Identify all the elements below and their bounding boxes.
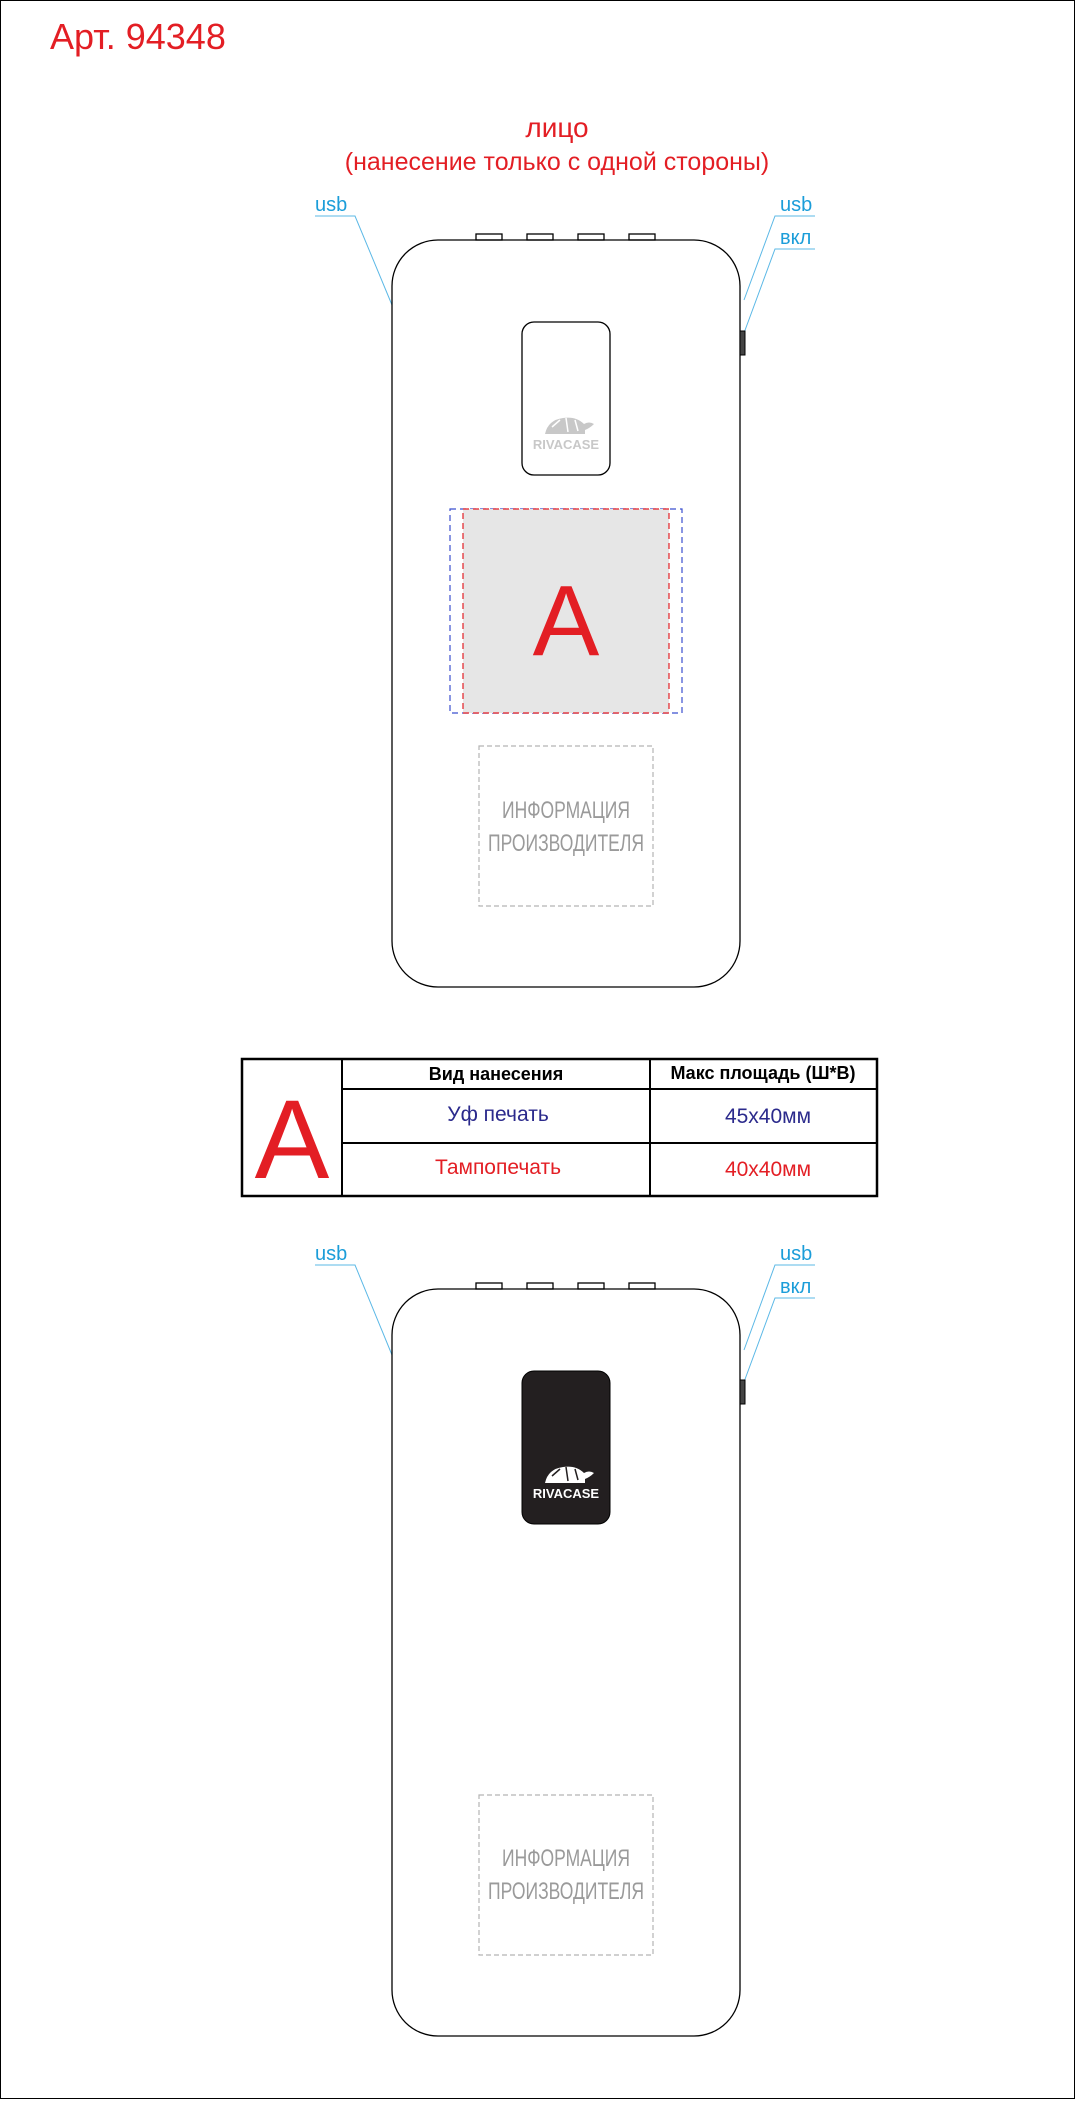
usb-leader-left bbox=[315, 216, 392, 305]
print-area-marker: A bbox=[532, 565, 600, 677]
device-back-view bbox=[315, 1243, 815, 2036]
logo-text: RIVACASE bbox=[532, 437, 600, 452]
top-port bbox=[629, 234, 655, 240]
face-subtitle: (нанесение только с одной стороны) bbox=[344, 148, 770, 176]
usb-label-left: usb bbox=[315, 194, 348, 216]
top-port bbox=[476, 234, 502, 240]
face-title: лицо bbox=[525, 112, 589, 143]
top-port bbox=[578, 234, 604, 240]
sheet-border bbox=[1, 1, 1075, 2099]
header-method: Вид нанесения bbox=[428, 1064, 564, 1084]
usb-label-right: usb bbox=[780, 194, 813, 216]
logo-text: RIVACASE bbox=[532, 1486, 600, 1501]
turtle-logo-icon bbox=[545, 418, 594, 434]
logo-window bbox=[522, 322, 610, 475]
article-number: Арт. 94348 bbox=[50, 16, 226, 57]
table-marker: A bbox=[254, 1077, 330, 1202]
power-button bbox=[740, 1380, 745, 1404]
power-leader bbox=[744, 249, 815, 333]
table-row-method: Тампопечать bbox=[434, 1156, 562, 1179]
table-row-size: 40x40мм bbox=[724, 1158, 812, 1181]
manufacturer-info-box bbox=[479, 1795, 653, 1955]
print-method-table bbox=[242, 1059, 877, 1202]
power-label: вкл bbox=[780, 1276, 812, 1298]
usb-leader-left bbox=[315, 1265, 392, 1355]
logo-window-dark bbox=[522, 1371, 610, 1524]
usb-label-right: usb bbox=[780, 1243, 813, 1265]
top-port bbox=[527, 1283, 553, 1289]
manufacturer-info-line2: ПРОИЗВОДИТЕЛЯ bbox=[488, 830, 644, 857]
usb-label-left: usb bbox=[315, 1243, 348, 1265]
table-row-method: Уф печать bbox=[447, 1103, 549, 1126]
table-row-size: 45x40мм bbox=[724, 1105, 812, 1128]
manufacturer-info-line1: ИНФОРМАЦИЯ bbox=[502, 1845, 630, 1872]
top-port bbox=[578, 1283, 604, 1289]
manufacturer-info-line2: ПРОИЗВОДИТЕЛЯ bbox=[488, 1878, 644, 1905]
power-leader bbox=[744, 1298, 815, 1382]
power-button bbox=[740, 331, 745, 355]
top-port bbox=[527, 234, 553, 240]
manufacturer-info-line1: ИНФОРМАЦИЯ bbox=[502, 797, 630, 824]
manufacturer-info-box bbox=[479, 746, 653, 906]
power-label: вкл bbox=[780, 227, 812, 249]
device-front-view bbox=[315, 194, 815, 987]
top-port bbox=[476, 1283, 502, 1289]
header-max-area: Макс площадь (Ш*В) bbox=[670, 1063, 856, 1083]
top-port bbox=[629, 1283, 655, 1289]
